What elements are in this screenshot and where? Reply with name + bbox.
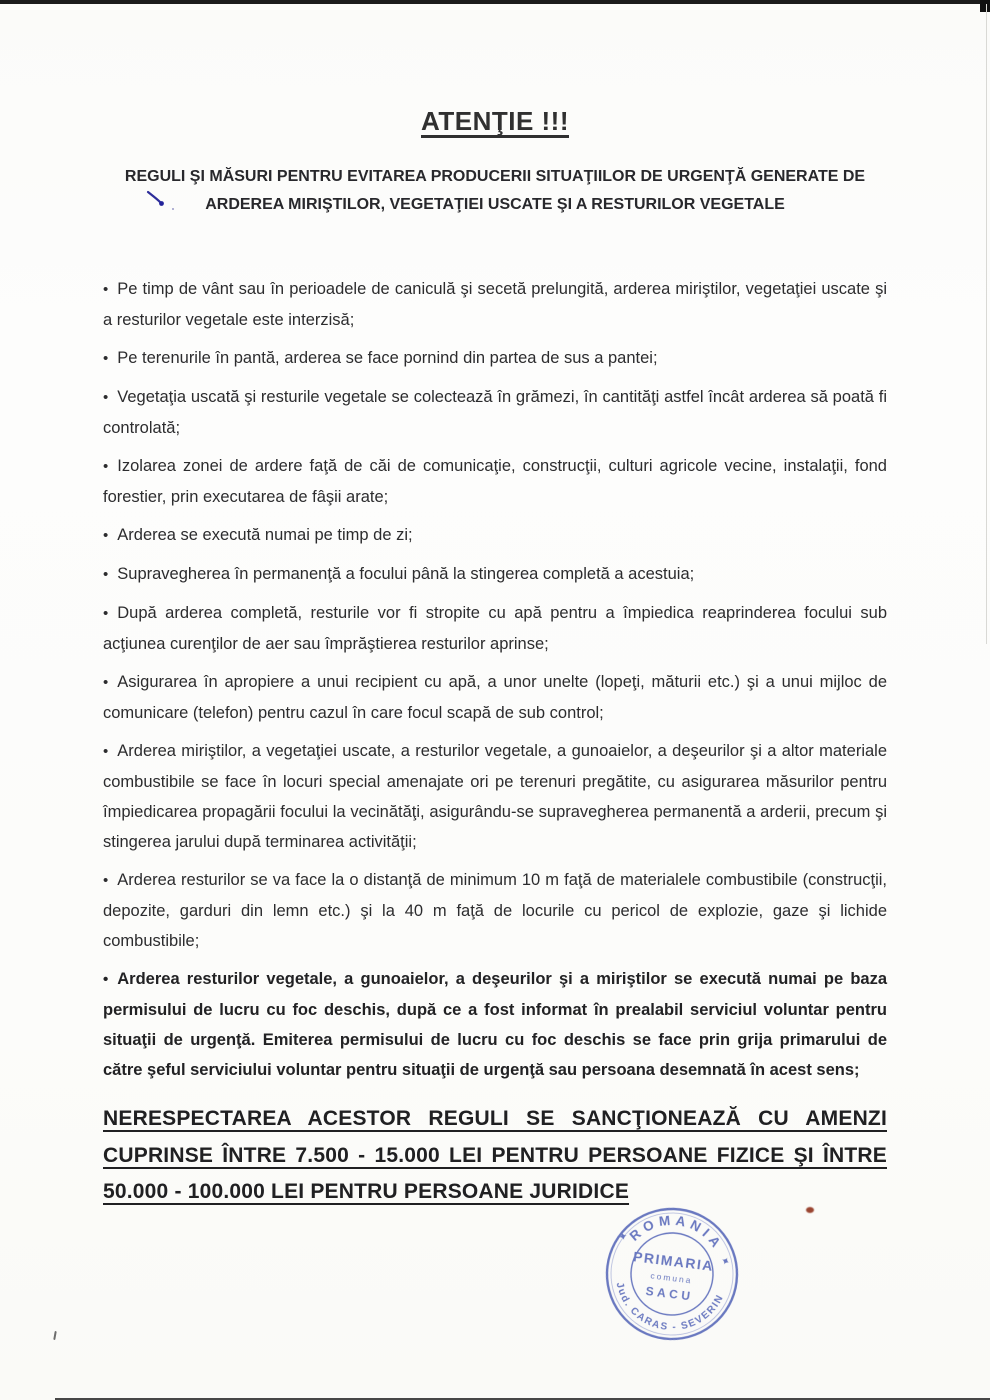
scan-corner-mark: [980, 0, 990, 12]
rules-list: [103, 274, 887, 1085]
bullet-icon: •: [103, 605, 109, 622]
bullet-icon: •: [103, 872, 109, 889]
stamp-commune-label-text: comuna: [649, 1270, 694, 1286]
rule-item-permit: [103, 964, 887, 1085]
stamp-star-right-icon: ✦: [718, 1254, 732, 1270]
document-subtitle: [103, 163, 887, 219]
page-title: ATENŢIE !!!: [421, 106, 569, 136]
rule-item: [103, 667, 887, 728]
bullet-icon: •: [103, 458, 109, 475]
bullet-icon: •: [103, 566, 109, 583]
rule-text: Arderea resturilor vegetale, a gunoaielor, a deşeurilor şi a miriştilor se execută numai pe baza permisului de lucru cu foc deschis, după ce a fost informat în prealabil serviciul voluntar pentru situaţii de urgenţă. Emiterea permisului de lucru cu foc deschis se face prin grija primarului de către şeful serviciului voluntar pentru situaţii de urgenţă sau persoana desemnată în acest sens;: [103, 970, 887, 1079]
rule-item: [103, 382, 887, 443]
rule-text: Pe timp de vânt sau în perioadele de caniculă şi secetă prelungită, arderea miriştilor, vegetaţiei uscate şi a resturilor vegetale este interzisă;: [103, 280, 887, 329]
rule-item: [103, 274, 887, 335]
bullet-icon: •: [103, 281, 109, 298]
rule-text: Arderea resturilor se va face la o distanţă de minimum 10 m faţă de materialele combustibile (construcţii, depozite, garduri din lemn etc.) şi la 40 m faţă de locurile cu pericol de explozie, gaze şi lichide combustibile;: [103, 871, 887, 950]
rule-item: [103, 736, 887, 857]
document-content: [103, 0, 887, 1211]
rule-text: Supravegherea în permanenţă a focului până la stingerea completă a acestuia;: [117, 565, 695, 583]
bullet-icon: •: [103, 350, 109, 367]
red-ink-dot: [806, 1207, 814, 1213]
stamp-country-text: ROMANIA: [626, 1212, 727, 1254]
rule-text: Arderea miriştilor, a vegetaţiei uscate, a resturilor vegetale, a gunoaielor, a deşeurilor şi a altor materiale combustibile se face în locuri special amenajate ori pe terenuri pregătite, cu asigurarea măsurilor pentru împiedicarea propagării focului la vecinătăţi, asigurându-se supravegherea permanentă a arderii, precum şi stingerea jarului după terminarea activităţii;: [103, 742, 887, 851]
rule-text: După arderea completă, resturile vor fi stropite cu apă pentru a împiedica reaprinderea focului sub acţiunea curenţilor de aer sau împrăştierea resturilor aprinse;: [103, 604, 887, 653]
stamp-county-text: Jud. CARAS - SEVERIN: [613, 1281, 727, 1334]
stamp-star-left-icon: ✦: [617, 1230, 630, 1245]
rule-item: [103, 598, 887, 659]
bullet-icon: •: [103, 674, 109, 691]
small-pen-mark: [53, 1331, 57, 1340]
subtitle-line-2: ARDEREA MIRIŞTILOR, VEGETAŢIEI USCATE ŞI A RESTURILOR VEGETALE: [205, 196, 785, 213]
rule-item: [103, 451, 887, 512]
rule-text: Arderea se execută numai pe timp de zi;: [117, 526, 413, 544]
bullet-icon: •: [103, 389, 109, 406]
sanctions-warning: NERESPECTAREA ACESTOR REGULI SE SANCŢIONEAZĂ CU AMENZI CUPRINSE ÎNTRE 7.500 - 15.000 LEI PENTRU PERSOANE FIZICE ŞI ÎNTRE 50.000 - 100.000 LEI PENTRU PERSOANE JURIDICE: [103, 1107, 887, 1203]
rule-item: [103, 343, 887, 374]
bullet-icon: •: [103, 743, 109, 760]
rule-item: [103, 865, 887, 956]
bullet-icon: •: [103, 527, 109, 544]
rule-text: Asigurarea în apropiere a unui recipient cu apă, a unor unelte (lopeţi, măturii etc.) şi a unui mijloc de comunicare (telefon) pentru cazul în care focul scapă de sub control;: [103, 673, 887, 722]
pen-checkmark: [146, 190, 180, 218]
stamp-commune-name-text: SACU: [644, 1283, 695, 1304]
rule-item: [103, 520, 887, 551]
round-official-stamp: [591, 1193, 754, 1356]
rule-text: Izolarea zonei de ardere faţă de căi de comunicaţie, construcţii, culturi agricole vecine, instalaţii, fond forestier, prin executarea de fâşii arate;: [103, 457, 887, 506]
bullet-icon: •: [103, 971, 109, 988]
rule-text: Vegetaţia uscată şi resturile vegetale se colectează în grămezi, în cantităţi astfel încât arderea să poată fi controlată;: [103, 388, 887, 437]
stamp-institution-text: PRIMARIA: [632, 1248, 715, 1274]
rule-text: Pe terenurile în pantă, arderea se face pornind din partea de sus a pantei;: [117, 349, 658, 367]
rule-item: [103, 559, 887, 590]
scan-edge-right: [986, 4, 987, 644]
subtitle-line-1: REGULI ŞI MĂSURI PENTRU EVITAREA PRODUCERII SITUAŢIILOR DE URGENŢĂ GENERATE DE: [124, 168, 866, 185]
